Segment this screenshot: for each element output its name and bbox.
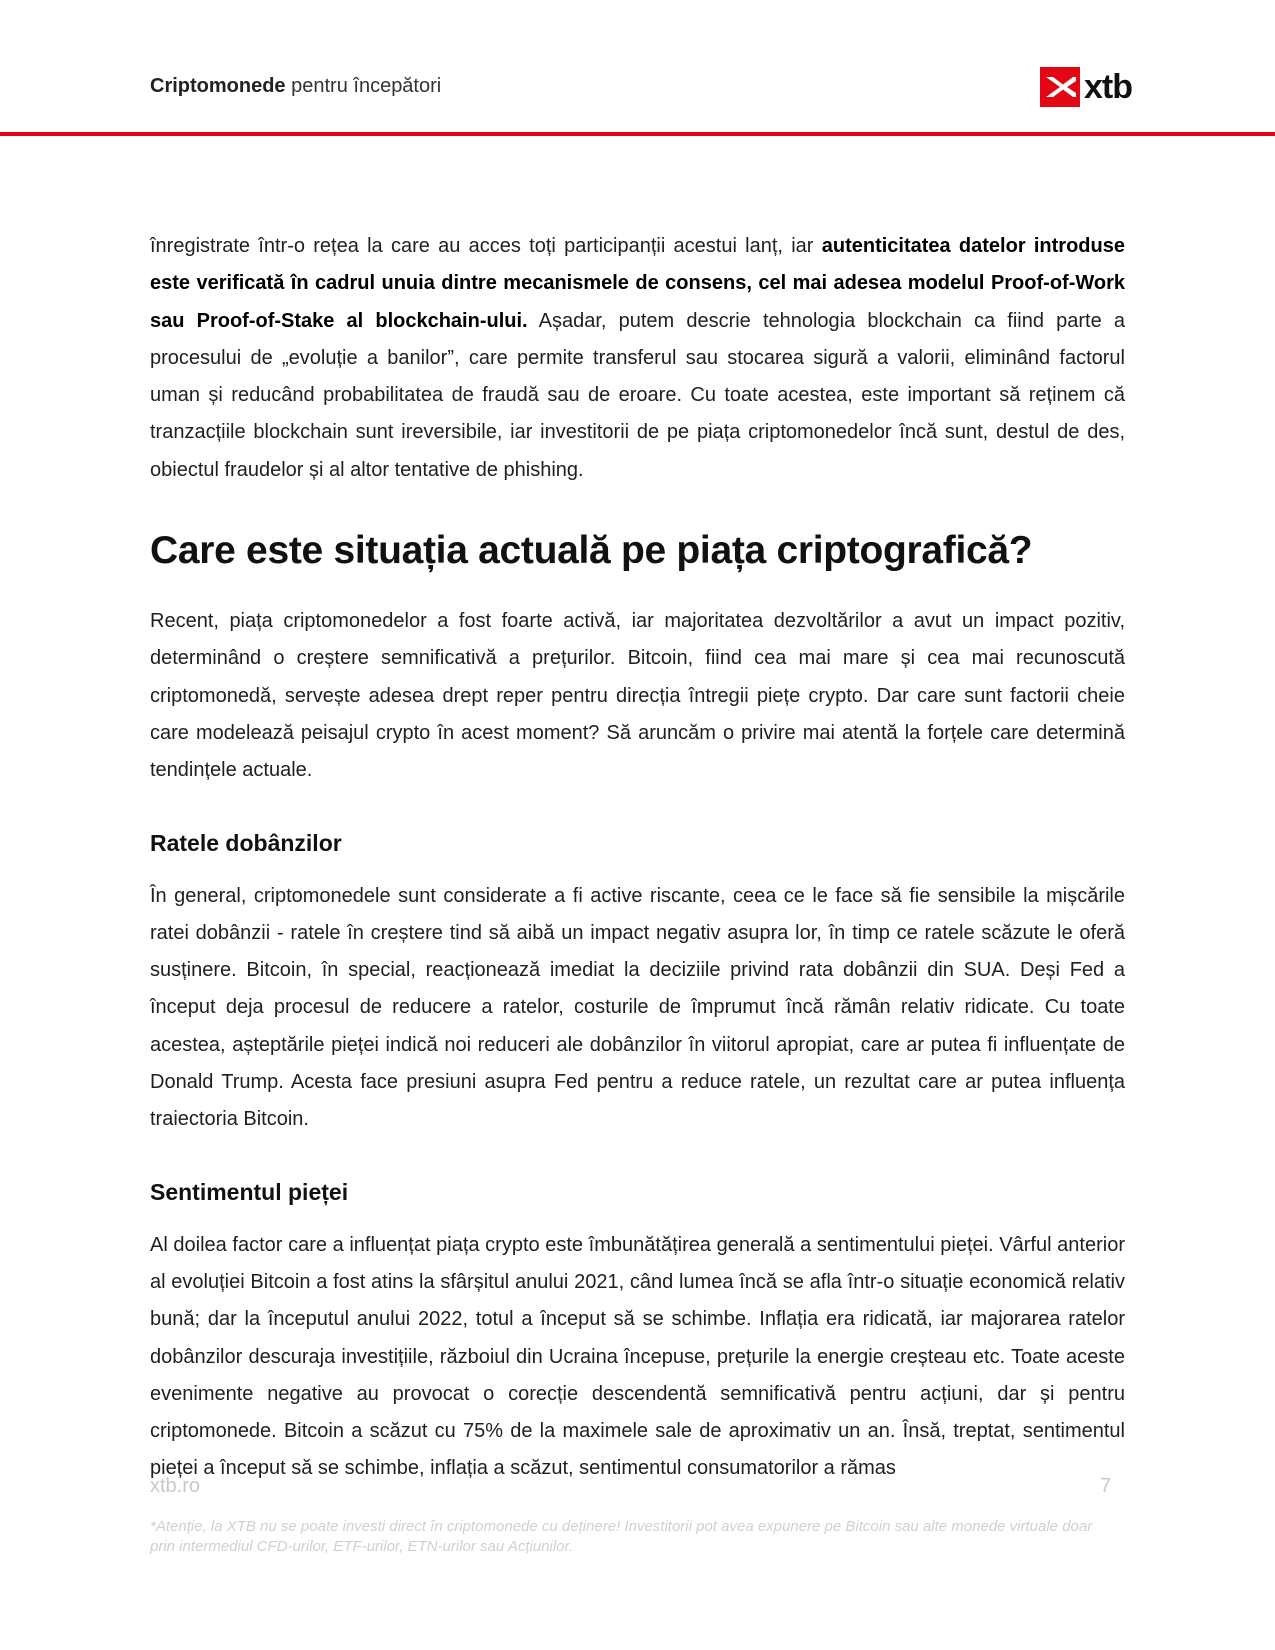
document-title <box>150 75 441 98</box>
paragraph-text: înregistrate într-o rețea la care au acces toți participanții acestui lanț, iar <box>150 235 822 257</box>
section-heading: Care este situația actuală pe piața criptografică? <box>150 529 1033 573</box>
paragraph-sentiment: Al doilea factor care a influențat piața crypto este îmbunătățirea generală a sentimentului pieței. Vârful anterior al evoluției Bitcoin a fost atins la sfârșitul anului 2021, când lumea încă se afla într-o situație economică relativ bună; dar la începutul anului 2022, totul a început să se schimbe. Inflația era ridicată, iar majorarea ratelor dobânzilor descuraja investițiile, războiul din Ucraina începuse, prețurile la energie creșteau etc. Toate aceste evenimente negative au provocat o corecție descendentă semnificativă pentru acțiuni, dar și pentru criptomonede. Bitcoin a scăzut cu 75% de la maximele sale de aproximativ un an. Însă, treptat, sentimentul pieței a început să se schimbe, inflația a scăzut, sentimentul consumatorilor a rămas <box>150 1233 1125 1480</box>
paragraph-interest-rates: În general, criptomonedele sunt considerate a fi active riscante, ceea ce le face să fie sensibile la mișcările ratei dobânzii - ratele în creștere tind să aibă un impact negativ asupra lor, în timp ce ratele scăzute le oferă susținere. Bitcoin, în special, reacționează imediat la deciziile privind rata dobânzii din SUA. Deși Fed a început deja procesul de reducere a ratelor, costurile de împrumut încă rămân relativ ridicate. Cu toate acestea, așteptările pieței indică noi reduceri ale dobânzilor în viitorul apropiat, care ar putea fi influențate de Donald Trump. Acesta face presiuni asupra Fed pentru a reduce ratele, un rezultat care ar putea influența traiectoria Bitcoin. <box>150 884 1125 1131</box>
subsection-heading-sentiment: Sentimentul pieței <box>150 1178 349 1205</box>
page-number: 7 <box>1100 1475 1112 1497</box>
disclaimer-note: *Atenție, la XTB nu se poate investi direct în criptomonede cu deținere! Investitorii pot avea expunere pe Bitcoin sau alte monede virtuale doar prin intermediul CFD-urilor, ETF-urilor, ETN-urilor sau Acțiunilor. <box>150 1518 1093 1555</box>
document-title-rest: pentru începători <box>285 75 442 97</box>
page-header <box>0 0 1275 136</box>
document-title-bold: Criptomonede <box>150 75 286 97</box>
paragraph-blockchain <box>150 228 1125 489</box>
paragraph-text: Așadar, putem descrie tehnologia blockchain ca fiind parte a procesului de „evoluție a banilor”, care permite transferul sau stocarea sigură a valorii, eliminând factorul uman și reducând probabilitatea de fraudă sau de eroare. Cu toate acestea, este important să reținem că tranzacțiile blockchain sunt ireversibile, iar investitorii de pe piața criptomonedelor încă sunt, destul de des, obiectul fraudelor și al altor tentative de phishing. <box>150 309 1125 481</box>
paragraph-market: Recent, piața criptomonedelor a fost foarte activă, iar majoritatea dezvoltărilor a avut un impact pozitiv, determinând o creștere semnificativă a prețurilor. Bitcoin, fiind cea mai mare și cea mai recunoscută criptomonedă, servește adesea drept reper pentru direcția întregii piețe crypto. Dar care sunt factorii cheie care modelează peisajul crypto în acest moment? Să aruncăm o privire mai atentă la forțele care determină tendințele actuale. <box>150 610 1125 782</box>
footer-site-link[interactable]: xtb.ro <box>150 1475 201 1497</box>
logo-text: xtb <box>1084 68 1132 106</box>
xtb-logo <box>1040 67 1132 107</box>
paragraph-bold-text: autenticitatea datelor introduse este verificată în cadrul unuia dintre mecanismele de consens, cel mai adesea modelul Proof-of-Work sau Proof-of-Stake al blockchain-ului. <box>150 235 1125 332</box>
subsection-heading-interest-rates: Ratele dobânzilor <box>150 829 342 856</box>
main-content <box>150 228 1125 1488</box>
xtb-x-icon <box>1040 67 1080 107</box>
header-divider <box>0 132 1275 136</box>
